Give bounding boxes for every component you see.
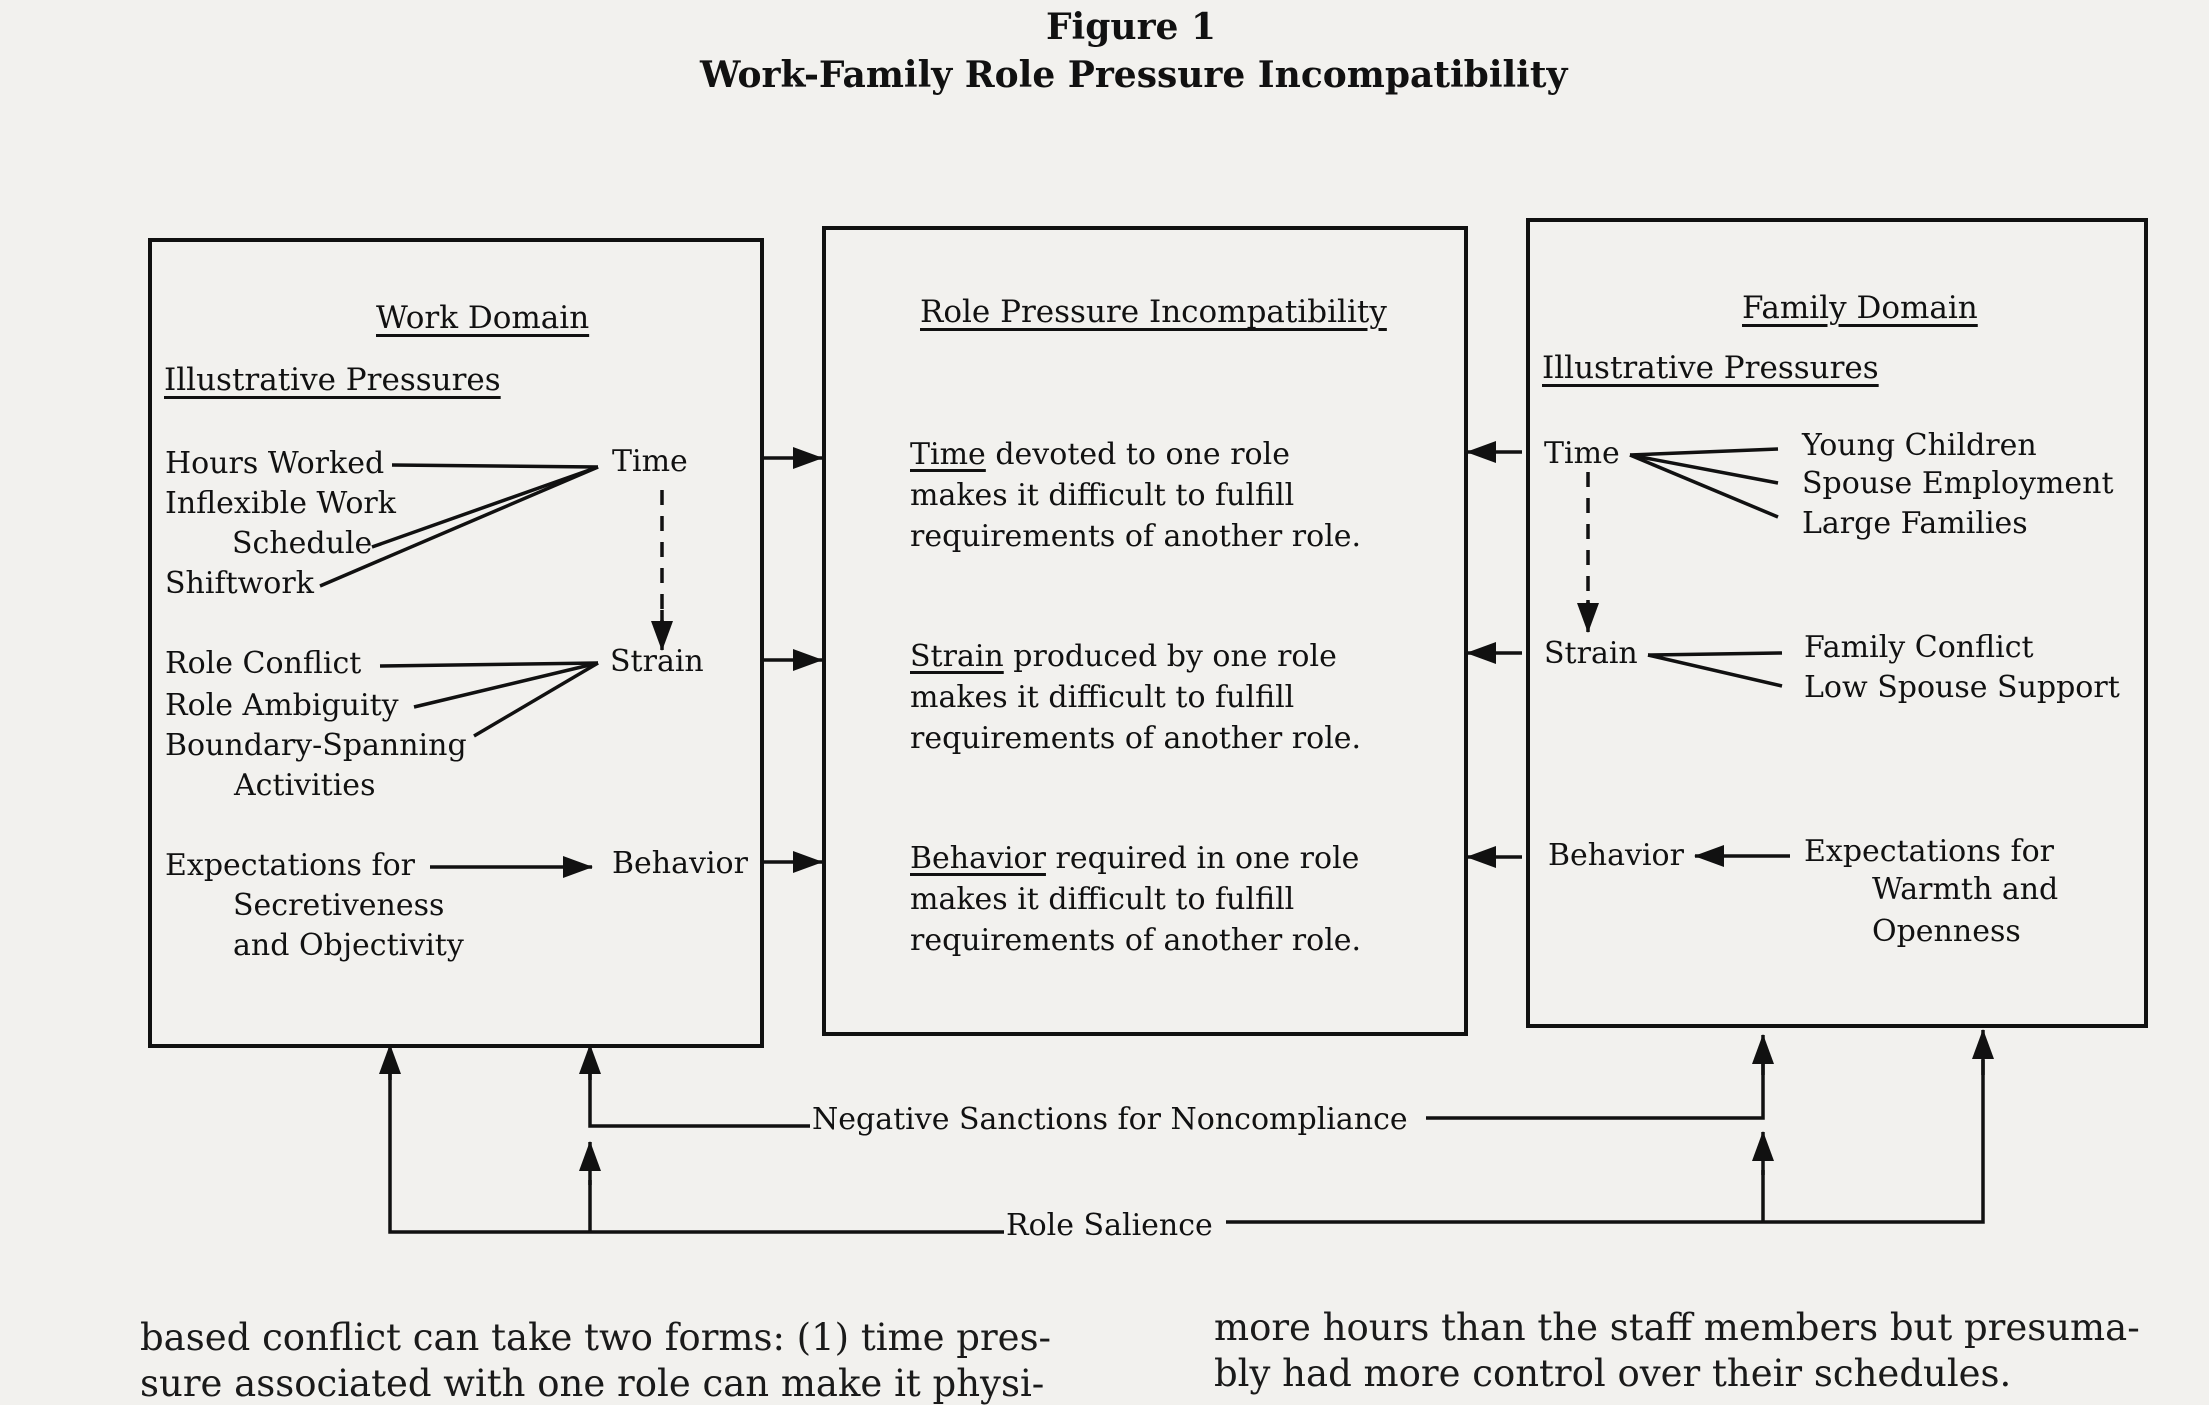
work-behavior-label: Behavior bbox=[612, 846, 748, 881]
family-domain-subtitle: Illustrative Pressures bbox=[1542, 350, 1879, 386]
work-pressure-expectations: Expectations for bbox=[165, 848, 415, 883]
body-text-right: more hours than the staff members but presuma- bbox=[1214, 1306, 2140, 1349]
family-pressure-low-spouse-support: Low Spouse Support bbox=[1804, 670, 2120, 705]
body-text-left: based conflict can take two forms: (1) time pres- bbox=[140, 1316, 1052, 1359]
incompatibility-strain-key: Strain bbox=[910, 639, 1004, 674]
incompatibility-title: Role Pressure Incompatibility bbox=[920, 294, 1387, 330]
work-domain-title: Work Domain bbox=[376, 300, 590, 336]
family-pressure-spouse-employment: Spouse Employment bbox=[1802, 466, 2114, 501]
work-pressure-activities: Activities bbox=[234, 768, 376, 803]
family-behavior-label: Behavior bbox=[1548, 838, 1684, 873]
family-time-label: Time bbox=[1544, 436, 1620, 471]
salience-feedback-line bbox=[390, 1068, 1004, 1232]
work-pressure-schedule: Schedule bbox=[232, 526, 373, 561]
work-pressure-shiftwork: Shiftwork bbox=[165, 566, 314, 601]
family-pressure-family-conflict: Family Conflict bbox=[1804, 630, 2034, 665]
incompatibility-behavior-key: Behavior bbox=[910, 841, 1046, 876]
work-pressure-role-ambiguity: Role Ambiguity bbox=[165, 688, 399, 723]
figure-label: Figure 1 bbox=[1046, 6, 1217, 48]
body-text-right-cut: bly had more control over their schedules. bbox=[1214, 1352, 2012, 1395]
sanctions-feedback-line bbox=[590, 1050, 810, 1126]
role-salience-label: Role Salience bbox=[1006, 1208, 1213, 1243]
family-pressure-large-families: Large Families bbox=[1802, 506, 2028, 541]
work-strain-label: Strain bbox=[610, 644, 704, 679]
work-pressure-hours-worked: Hours Worked bbox=[165, 446, 385, 481]
work-pressure-secretiveness: Secretiveness bbox=[233, 888, 445, 923]
work-pressure-objectivity: and Objectivity bbox=[233, 928, 464, 963]
incompatibility-time-key: Time bbox=[910, 437, 986, 472]
work-time-label: Time bbox=[612, 444, 688, 479]
family-pressure-warmth: Warmth and bbox=[1872, 872, 2059, 907]
incompatibility-behavior-text: Behavior required in one role makes it difficult to fulfill requirements of another role. bbox=[910, 841, 1362, 958]
family-domain-title: Family Domain bbox=[1742, 290, 1978, 326]
body-text-left-cut: sure associated with one role can make it physi- bbox=[140, 1362, 1045, 1405]
incompatibility-time-text: Time devoted to one role makes it difficult to fulfill requirements of another role. bbox=[910, 437, 1362, 554]
incompatibility-strain-text: Strain produced by one role makes it difficult to fulfill requirements of another role. bbox=[910, 639, 1362, 756]
work-pressure-boundary-spanning: Boundary-Spanning bbox=[165, 728, 467, 763]
family-pressure-expectations: Expectations for bbox=[1804, 834, 2054, 869]
work-domain-subtitle: Illustrative Pressures bbox=[164, 362, 501, 398]
negative-sanctions-label: Negative Sanctions for Noncompliance bbox=[812, 1102, 1408, 1137]
work-pressure-role-conflict: Role Conflict bbox=[165, 646, 362, 681]
work-pressure-inflexible-work: Inflexible Work bbox=[165, 486, 396, 521]
family-strain-label: Strain bbox=[1544, 636, 1638, 671]
figure-title: Work-Family Role Pressure Incompatibility bbox=[700, 54, 1568, 96]
family-pressure-openness: Openness bbox=[1872, 914, 2021, 949]
work-domain-box bbox=[148, 238, 764, 1048]
family-pressure-young-children: Young Children bbox=[1802, 428, 2037, 463]
